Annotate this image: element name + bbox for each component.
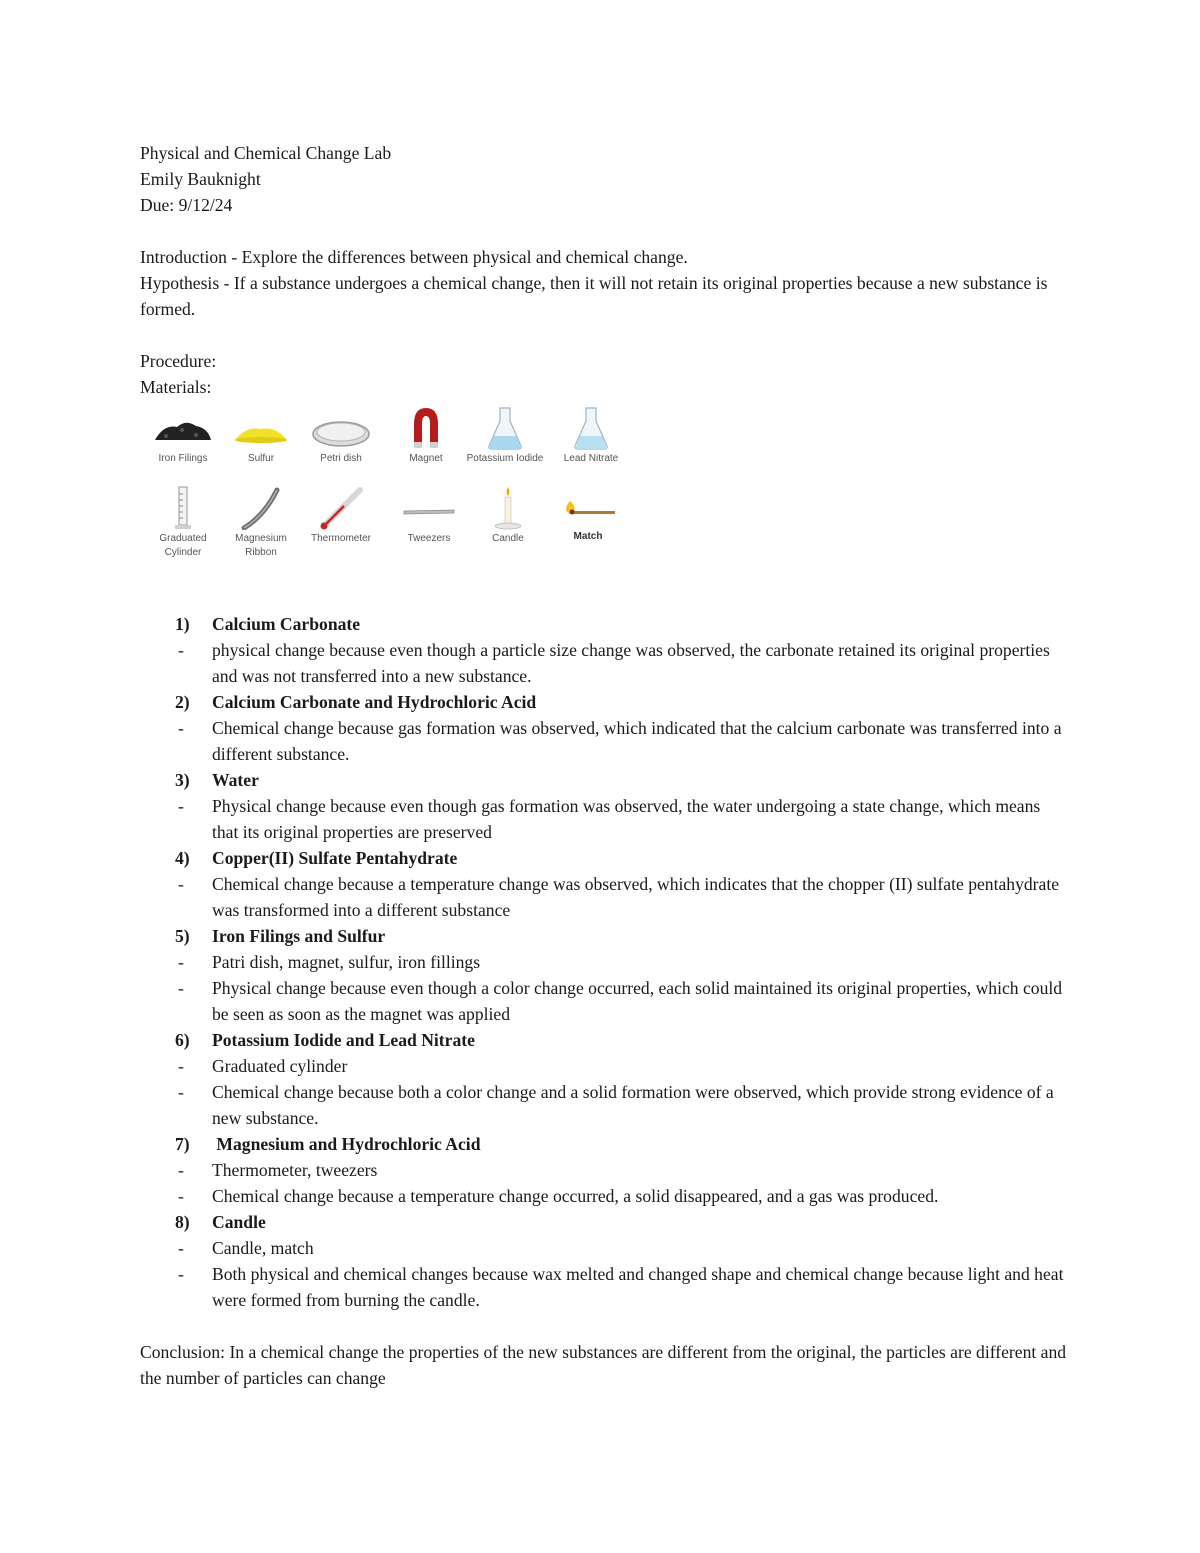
materials-figure [140,406,640,581]
step-number: 5) [175,926,190,946]
introduction: Introduction - Explore the differences between physical and chemical change. [140,247,688,267]
material-candle [468,486,548,546]
material-label: Thermometer [310,533,371,544]
material-label: Tweezers [407,533,451,544]
material-label: Graduated Cylinder [159,533,207,558]
material-magnet [386,406,466,466]
material-label: Match [573,531,603,542]
step-number: 4) [175,848,190,868]
magnet-icon [395,406,457,450]
step-number: 6) [175,1030,190,1050]
step-number: 3) [175,770,190,790]
step-number: 8) [175,1212,190,1232]
procedure-steps [140,611,1070,1313]
material-tweezers [389,486,469,546]
candle-icon [477,486,539,530]
magnesium-ribbon-icon [230,486,292,530]
step-8 [140,1209,1070,1313]
step-5 [140,923,1070,1027]
material-label: Petri dish [320,453,362,464]
material-potassium-iodide [465,406,545,466]
step-4 [140,845,1070,923]
material-label: Sulfur [247,453,275,464]
step-title: Calcium Carbonate and Hydrochloric Acid [212,692,537,712]
step-materials: - Candle, match [140,1235,1070,1261]
due-date: Due: 9/12/24 [140,195,233,215]
petri-dish-icon [310,406,372,450]
tweezers-icon [398,486,460,530]
sulfur-icon [230,406,292,450]
material-iron-filings [143,406,223,466]
flask-icon [560,406,622,450]
material-thermometer [301,486,381,546]
step-3 [140,767,1070,845]
step-number: 1) [175,614,190,634]
graduated-cylinder-icon [152,486,214,530]
material-lead-nitrate [551,406,631,466]
step-title: Calcium Carbonate [212,614,361,634]
material-label: Iron Filings [158,453,208,464]
step-note: - physical change because even though a particle size change was observed, the carbonate retained its original properties and was not transferred into a new substance. [140,637,1070,689]
author-name: Emily Bauknight [140,169,261,189]
step-number: 2) [175,692,190,712]
step-note: - Physical change because even though gas formation was observed, the water undergoing a state change, which means that its original properties are preserved [140,793,1070,845]
conclusion: Conclusion: In a chemical change the properties of the new substances are different from the original, the particles are different and the number of particles can change [140,1342,1067,1388]
material-label: Magnesium Ribbon [235,533,287,558]
step-1 [140,611,1070,689]
iron-filings-icon [152,406,214,450]
step-note: - Physical change because even though a color change occurred, each solid maintained its original properties, which could be seen as soon as the magnet was applied [140,975,1070,1027]
document-body [140,140,1070,1391]
material-petri-dish [301,406,381,466]
thermometer-icon [310,486,372,530]
material-label: Potassium Iodide [466,453,544,464]
step-7 [140,1131,1070,1209]
step-note: - Chemical change because gas formation was observed, which indicated that the calcium carbonate was transferred into a different substance. [140,715,1070,767]
step-title: Magnesium and Hydrochloric Acid [212,1134,481,1154]
material-sulfur [221,406,301,466]
material-match [548,484,628,544]
hypothesis: Hypothesis - If a substance undergoes a chemical change, then it will not retain its original properties because a new substance is formed. [140,273,1048,319]
match-icon [557,484,619,528]
materials-label: Materials: [140,377,212,397]
step-6 [140,1027,1070,1131]
step-materials: - Graduated cylinder [140,1053,1070,1079]
step-note: - Chemical change because a temperature change was observed, which indicates that the chopper (II) sulfate pentahydrate was transformed into a different substance [140,871,1070,923]
step-title: Potassium Iodide and Lead Nitrate [212,1030,475,1050]
document-title: Physical and Chemical Change Lab [140,143,392,163]
step-note: - Chemical change because a temperature change occurred, a solid disappeared, and a gas was produced. [140,1183,1070,1209]
material-label: Candle [492,533,524,544]
flask-icon [474,406,536,450]
step-number: 7) [175,1134,190,1154]
step-note: - Chemical change because both a color change and a solid formation were observed, which provide strong evidence of a new substance. [140,1079,1070,1131]
step-title: Iron Filings and Sulfur [212,926,386,946]
step-title: Copper(II) Sulfate Pentahydrate [212,848,458,868]
step-materials: - Thermometer, tweezers [140,1157,1070,1183]
material-graduated-cylinder [143,486,223,560]
material-label: Magnet [409,453,443,464]
procedure-label: Procedure: [140,351,217,371]
material-magnesium-ribbon [221,486,301,560]
step-2 [140,689,1070,767]
step-materials: - Patri dish, magnet, sulfur, iron fillings [140,949,1070,975]
step-title: Water [212,770,259,790]
step-title: Candle [212,1212,266,1232]
step-note: - Both physical and chemical changes because wax melted and changed shape and chemical change because light and heat were formed from burning the candle. [140,1261,1070,1313]
material-label: Lead Nitrate [563,453,619,464]
